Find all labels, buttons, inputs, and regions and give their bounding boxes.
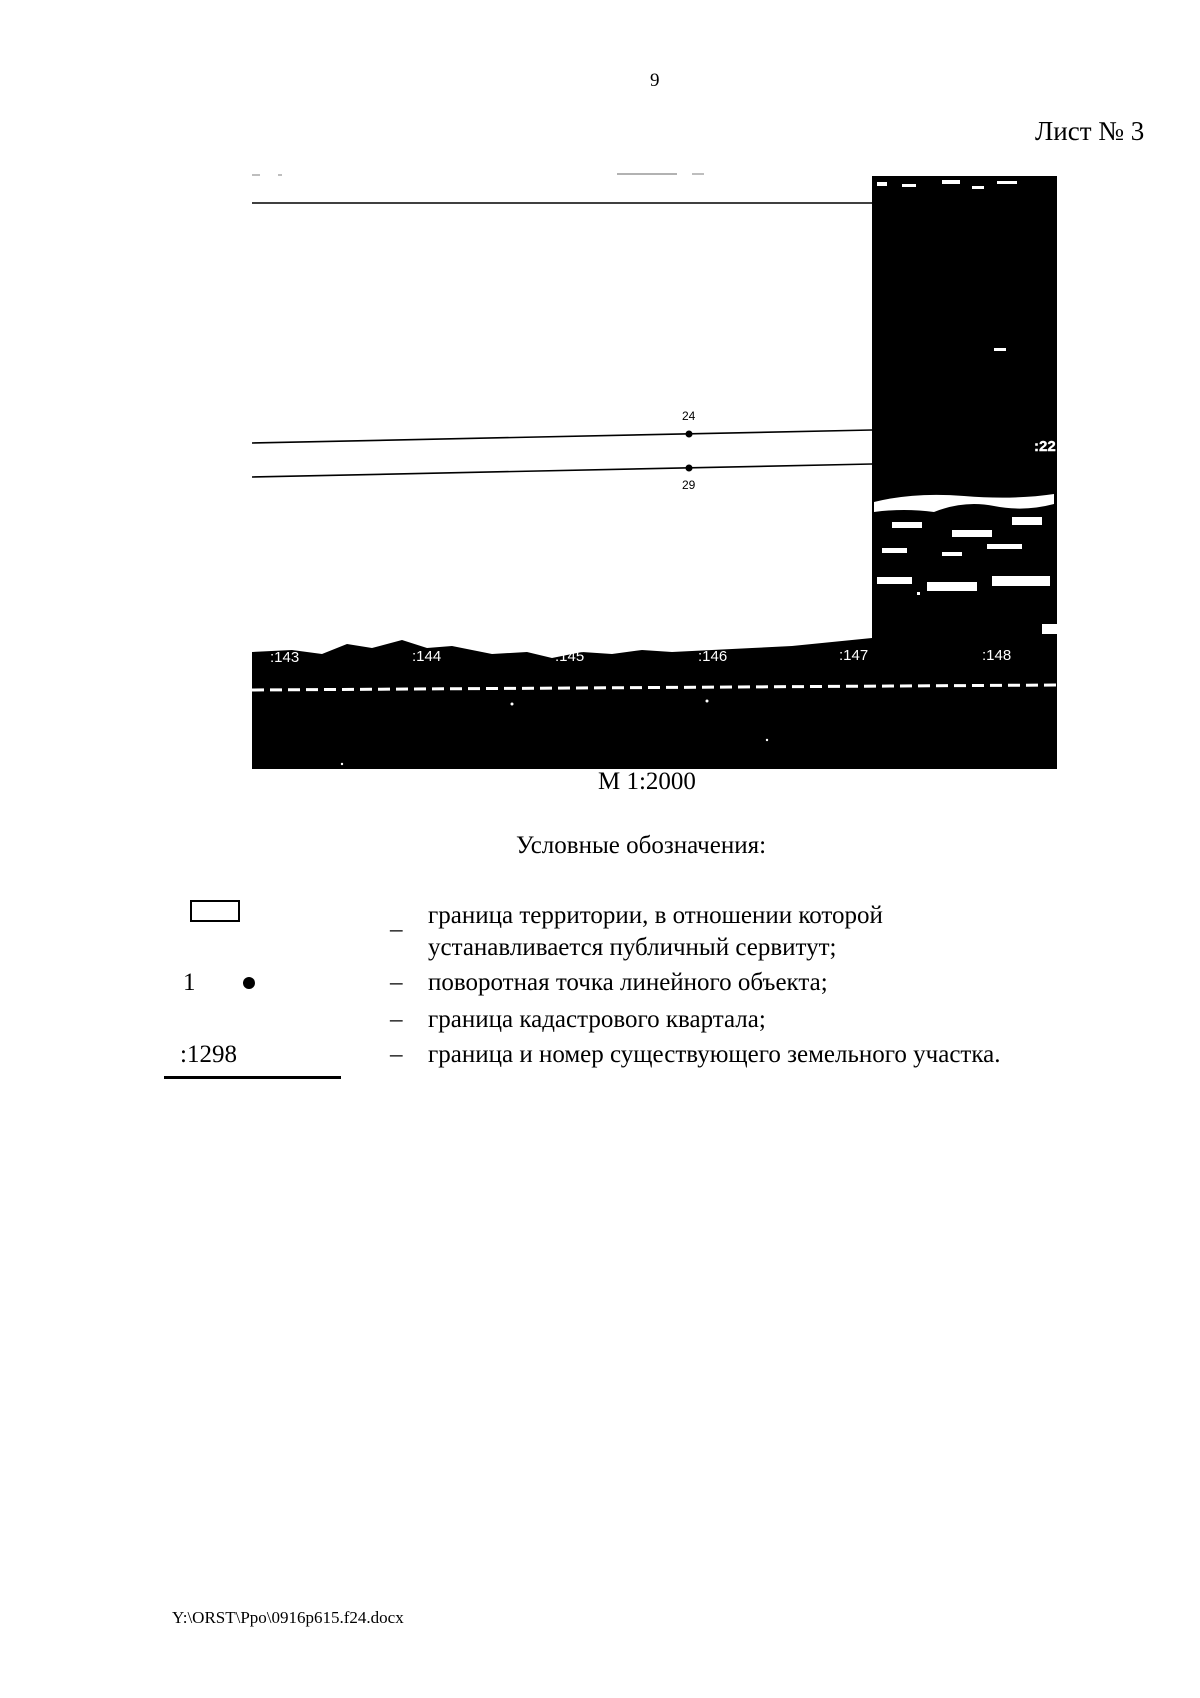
parcel-label-147: :147: [839, 647, 869, 664]
legend-text: граница территории, в отношении которой: [428, 902, 883, 929]
parcel-line-symbol-icon: [164, 1076, 341, 1079]
bottom-parcel-band: [252, 638, 1057, 769]
map-scale: М 1:2000: [598, 768, 696, 795]
parcel-label-145: :145: [555, 648, 585, 665]
turning-point-24: [686, 431, 693, 438]
sheet-label: Лист № 3: [1035, 116, 1145, 146]
legend-dash: –: [390, 1006, 403, 1033]
legend-dash: –: [390, 1041, 403, 1068]
edge-parcel-label: :22: [1034, 438, 1056, 455]
turning-point-label-24: 24: [682, 409, 696, 423]
legend-point-number: 1: [183, 969, 196, 996]
point-symbol-icon: [243, 977, 255, 989]
map-fragment: [252, 172, 1057, 769]
legend-text: поворотная точка линейного объекта;: [428, 969, 828, 996]
legend-dash: –: [390, 916, 403, 943]
parcel-label-146: :146: [698, 648, 728, 665]
legend-text: граница кадастрового квартала;: [428, 1006, 766, 1033]
parcel-label-143: :143: [270, 649, 300, 666]
legend-parcel-number: :1298: [180, 1041, 237, 1068]
legend-text-continued: устанавливается публичный сервитут;: [428, 934, 837, 961]
turning-point-29: [686, 465, 693, 472]
page-number: 9: [650, 70, 660, 91]
legend-text: граница и номер существующего земельного участка.: [428, 1041, 1001, 1068]
parcel-label-148: :148: [982, 647, 1012, 664]
rectangle-symbol-icon: [190, 900, 240, 922]
footer-file-path: Y:\ORST\Ppo\0916p615.f24.docx: [172, 1608, 404, 1627]
legend-dash: –: [390, 969, 403, 996]
parcel-label-144: :144: [412, 648, 442, 665]
legend-title: Условные обозначения:: [516, 832, 767, 859]
turning-point-label-29: 29: [682, 478, 696, 492]
